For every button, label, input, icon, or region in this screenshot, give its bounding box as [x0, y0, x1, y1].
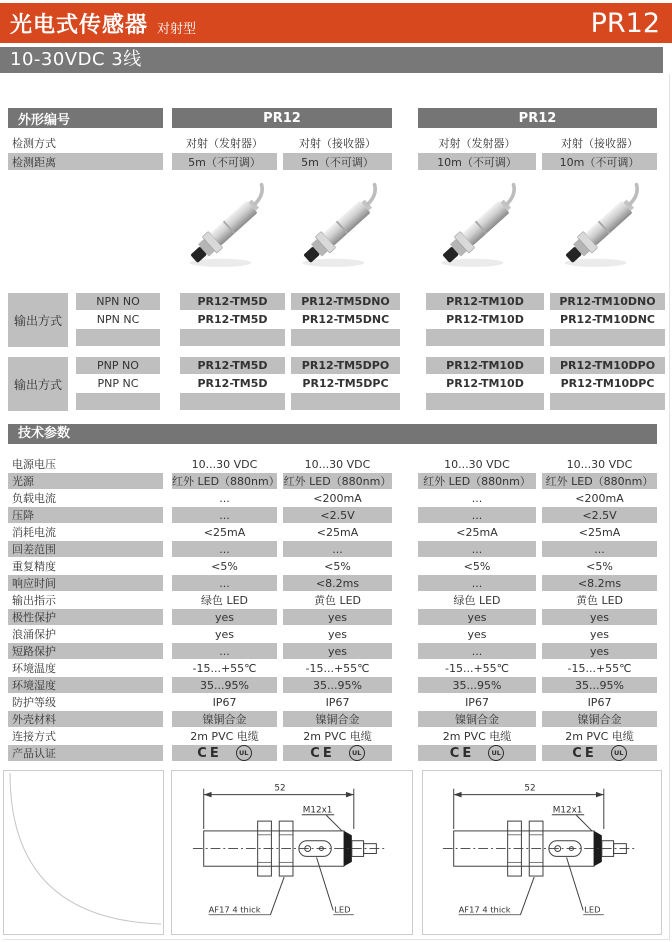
- row-label: 防护等级: [12, 696, 56, 709]
- page-corner-curve: [4, 771, 163, 934]
- table-row: [68, 293, 665, 310]
- sensor-photo: [283, 177, 392, 285]
- row-label: 消耗电流: [12, 526, 56, 539]
- model-cell: PR12-TM10DPO: [550, 357, 665, 374]
- group-header-1: PR12: [172, 108, 392, 128]
- ce-mark-icon: CE: [310, 745, 335, 761]
- output-block-label: 输出方式: [8, 357, 68, 411]
- row-label: 压降: [8, 507, 163, 523]
- cert-cell: [418, 745, 536, 761]
- output-type-label: NPN NC: [96, 313, 140, 326]
- cell: IP67: [465, 695, 489, 709]
- table-row: [8, 473, 657, 489]
- ul-mark-icon: UL: [349, 745, 365, 761]
- sensor-dimension-drawing: [429, 775, 655, 930]
- row-label: 负载电流: [12, 492, 56, 505]
- shape-header-row: [8, 108, 657, 128]
- cell: yes: [542, 609, 657, 625]
- cell: 10...30 VDC: [304, 457, 371, 471]
- cell: ...: [172, 575, 277, 591]
- cell: <5%: [463, 559, 491, 573]
- cell: 红外 LED（880nm）: [542, 473, 657, 489]
- cell: 对射（发射器）: [438, 136, 516, 150]
- cell: yes: [214, 627, 234, 641]
- model-cell: PR12-TM5D: [180, 293, 285, 310]
- cell: <5%: [324, 559, 351, 573]
- row-label: 环境温度: [12, 662, 56, 675]
- model-cell: PR12-TM10DNC: [560, 313, 655, 326]
- output-block-pnp: [8, 357, 665, 411]
- cell: -15...+55℃: [444, 661, 510, 675]
- cell: <5%: [211, 559, 238, 573]
- cell: yes: [589, 627, 609, 641]
- dimension-drawing-box: [171, 770, 413, 935]
- model-cell: PR12-TM5DPO: [291, 357, 400, 374]
- cell: 10...30 VDC: [191, 457, 258, 471]
- row-label: 外壳材料: [8, 711, 163, 727]
- cell: 对射（发射器）: [186, 136, 263, 150]
- certification-row: [8, 745, 657, 761]
- cell: 2m PVC 电缆: [303, 730, 372, 743]
- ce-mark-icon: CE: [197, 745, 222, 761]
- cell: 绿色 LED: [453, 594, 501, 607]
- table-row: [8, 575, 657, 591]
- cell: 10...30 VDC: [444, 457, 510, 471]
- cell: ...: [418, 541, 536, 557]
- cell: 红外 LED（880nm）: [418, 473, 536, 489]
- model-cell: PR12-TM5DPC: [302, 377, 389, 390]
- cell: IP67: [212, 695, 237, 709]
- row-label: 短路保护: [8, 643, 163, 659]
- table-row: [68, 357, 665, 374]
- cell: ...: [283, 541, 392, 557]
- table-row: [8, 728, 657, 744]
- model-cell: PR12-TM5D: [180, 357, 285, 374]
- cell: <25mA: [316, 525, 359, 539]
- cell: ...: [418, 507, 536, 523]
- cell: <25mA: [578, 525, 621, 539]
- row-label: 回差范围: [8, 541, 163, 557]
- table-row: [8, 660, 657, 676]
- sensor-photo: [542, 177, 657, 285]
- table-row: [8, 643, 657, 659]
- cell: yes: [283, 643, 392, 659]
- ce-mark-icon: CE: [449, 745, 475, 761]
- cell: <8.2ms: [542, 575, 657, 591]
- row-label: 浪涌保护: [12, 628, 56, 641]
- title-bar: [0, 3, 672, 43]
- cell: ...: [542, 541, 657, 557]
- model-cell: PR12-TM10D: [426, 357, 544, 374]
- row-label: 检测方式: [12, 136, 56, 150]
- row-label: 电源电压: [12, 458, 56, 471]
- model-cell: PR12-TM5DNC: [301, 313, 390, 326]
- cell: IP67: [587, 695, 612, 709]
- cell: 黄色 LED: [313, 594, 362, 607]
- sensor-photo: [172, 177, 277, 285]
- cell: yes: [283, 609, 392, 625]
- cell: -15...+55℃: [567, 661, 632, 675]
- shape-header-label: 外形编号: [8, 108, 163, 128]
- row-label: 输出指示: [12, 594, 56, 607]
- output-type-label: NPN NO: [76, 293, 160, 310]
- cert-cell: [172, 745, 277, 761]
- cell: ...: [418, 643, 536, 659]
- cell: 10...30 VDC: [566, 457, 633, 471]
- cell: ...: [471, 491, 483, 505]
- page-right-edge: [669, 74, 670, 940]
- sensor-dimension-drawing: [179, 775, 405, 930]
- cell: IP67: [325, 695, 350, 709]
- table-row: [8, 609, 657, 625]
- cell: ...: [172, 541, 277, 557]
- table-row: [8, 541, 657, 557]
- table-row-empty: [68, 329, 665, 346]
- ul-mark-icon: UL: [488, 745, 504, 761]
- cell: 35...95%: [542, 677, 657, 693]
- cell: 5m（不可调）: [283, 153, 392, 170]
- dimension-drawing-box: [422, 770, 662, 935]
- table-row: [68, 311, 665, 328]
- voltage-bar: 10-30VDC 3线: [0, 47, 663, 73]
- cell: 镍铜合金: [172, 711, 277, 727]
- row-label: 连接方式: [12, 730, 56, 743]
- cell: -15...+55℃: [192, 661, 257, 675]
- cert-cell: [283, 745, 392, 761]
- page-bottom-edge: [3, 939, 670, 940]
- ul-mark-icon: UL: [611, 745, 627, 761]
- table-row: [8, 524, 657, 540]
- row-label: 环境湿度: [8, 677, 163, 693]
- table-row-empty: [68, 393, 665, 410]
- cell: yes: [172, 609, 277, 625]
- model-cell: PR12-TM10DPC: [560, 377, 655, 390]
- output-block-label: 输出方式: [8, 293, 68, 347]
- cell: 对射（接收器）: [561, 136, 638, 150]
- model-cell: PR12-TM10D: [426, 293, 544, 310]
- model-name: PR12: [590, 7, 660, 39]
- product-photo-row: [8, 172, 657, 290]
- cell: 10m（不可调）: [418, 153, 536, 170]
- output-type-label: PNP NO: [76, 357, 160, 374]
- cell: 35...95%: [418, 677, 536, 693]
- table-row: [8, 711, 657, 727]
- model-cell: PR12-TM5D: [197, 377, 268, 390]
- row-label: 极性保护: [8, 609, 163, 625]
- page-title: 光电式传感器: [10, 12, 149, 38]
- cell: <200mA: [313, 491, 362, 505]
- sensor-photo: [418, 177, 536, 285]
- ce-mark-icon: CE: [572, 745, 597, 761]
- table-row: [68, 375, 665, 392]
- cell: 2m PVC 电缆: [442, 730, 512, 743]
- cell: yes: [467, 627, 487, 641]
- table-row: [8, 694, 657, 710]
- cell: 绿色 LED: [200, 594, 249, 607]
- cell: <2.5V: [542, 507, 657, 523]
- corner-decoration-box: [3, 770, 164, 935]
- table-row: [8, 490, 657, 506]
- cell: ...: [172, 507, 277, 523]
- cell: yes: [418, 609, 536, 625]
- model-cell: PR12-TM10D: [446, 313, 524, 326]
- model-cell: PR12-TM10DNO: [550, 293, 665, 310]
- cell: <25mA: [203, 525, 246, 539]
- table-row: [8, 626, 657, 642]
- table-row: [8, 677, 657, 693]
- cell: 35...95%: [283, 677, 392, 693]
- output-type-label: PNP NC: [97, 377, 139, 390]
- cell: 35...95%: [172, 677, 277, 693]
- table-row: [8, 558, 657, 574]
- cell: ...: [418, 575, 536, 591]
- ul-mark-icon: UL: [236, 745, 252, 761]
- tech-section-header: 技术参数: [8, 424, 657, 444]
- row-label: 检测距离: [8, 153, 163, 170]
- model-cell: PR12-TM5DNO: [291, 293, 400, 310]
- table-row: [8, 507, 657, 523]
- cert-cell: [542, 745, 657, 761]
- cell: 5m（不可调）: [172, 153, 277, 170]
- row-label: 响应时间: [8, 575, 163, 591]
- cell: 2m PVC 电缆: [190, 730, 259, 743]
- output-block-npn: [8, 293, 665, 347]
- cell: 对射（接收器）: [299, 136, 376, 150]
- group-header-2: PR12: [418, 108, 657, 128]
- cell: 2m PVC 电缆: [565, 730, 634, 743]
- cell: 镍铜合金: [418, 711, 536, 727]
- row-label: 产品认证: [8, 745, 163, 761]
- model-cell: PR12-TM5D: [197, 313, 268, 326]
- cell: ...: [219, 491, 230, 505]
- detection-mode-row: [8, 134, 657, 151]
- cell: 红外 LED（880nm）: [283, 475, 392, 488]
- row-label: 重复精度: [12, 560, 56, 573]
- model-cell: PR12-TM10D: [446, 377, 524, 390]
- cell: <5%: [586, 559, 613, 573]
- tech-rows: [8, 456, 657, 745]
- detection-range-row: [8, 153, 657, 170]
- cell: 镍铜合金: [283, 711, 392, 727]
- cell: ...: [172, 643, 277, 659]
- cell: 镍铜合金: [542, 711, 657, 727]
- page-subtitle: 对射型: [157, 21, 197, 37]
- cell: 10m（不可调）: [542, 153, 657, 170]
- cell: 红外 LED（880nm）: [172, 475, 280, 488]
- cell: <25mA: [456, 525, 498, 539]
- cell: yes: [542, 643, 657, 659]
- cell: <200mA: [575, 491, 624, 505]
- cell: -15...+55℃: [305, 661, 370, 675]
- table-row: [8, 592, 657, 608]
- cell: <8.2ms: [283, 575, 392, 591]
- cell: <2.5V: [283, 507, 392, 523]
- cell: yes: [327, 627, 347, 641]
- table-row: [8, 456, 657, 472]
- row-label: 光源: [8, 473, 163, 489]
- cell: 黄色 LED: [575, 594, 624, 607]
